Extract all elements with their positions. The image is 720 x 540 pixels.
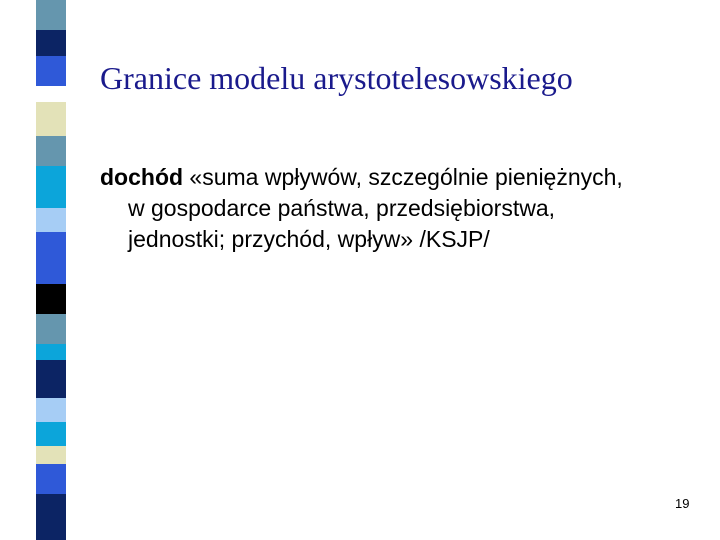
stripe-block: [36, 208, 66, 232]
stripe-block: [36, 30, 66, 56]
decorative-stripe-bar: [36, 0, 66, 540]
definition-term: dochód: [100, 164, 184, 190]
definition-paragraph: [100, 162, 640, 255]
stripe-block: [36, 464, 66, 494]
stripe-block: [36, 314, 66, 344]
stripe-block: [36, 0, 66, 30]
slide-title: Granice modelu arystotelesowskiego: [100, 60, 573, 96]
stripe-block: [36, 284, 66, 314]
stripe-block: [36, 344, 66, 360]
stripe-block: [36, 136, 66, 166]
stripe-block: [36, 446, 66, 464]
slide-body: [100, 162, 640, 255]
stripe-block: [36, 360, 66, 398]
stripe-block: [36, 398, 66, 422]
page-number: 19: [675, 496, 690, 511]
stripe-block: [36, 56, 66, 86]
stripe-block: [36, 232, 66, 284]
stripe-block: [36, 166, 66, 208]
stripe-block: [36, 422, 66, 446]
definition-text: «suma wpływów, szczególnie pieniężnych, w gospodarce państwa, przedsiębiorstwa, jednostki; przychód, wpływ» /KSJP/: [128, 164, 623, 252]
stripe-block: [36, 494, 66, 540]
stripe-block: [36, 102, 66, 136]
